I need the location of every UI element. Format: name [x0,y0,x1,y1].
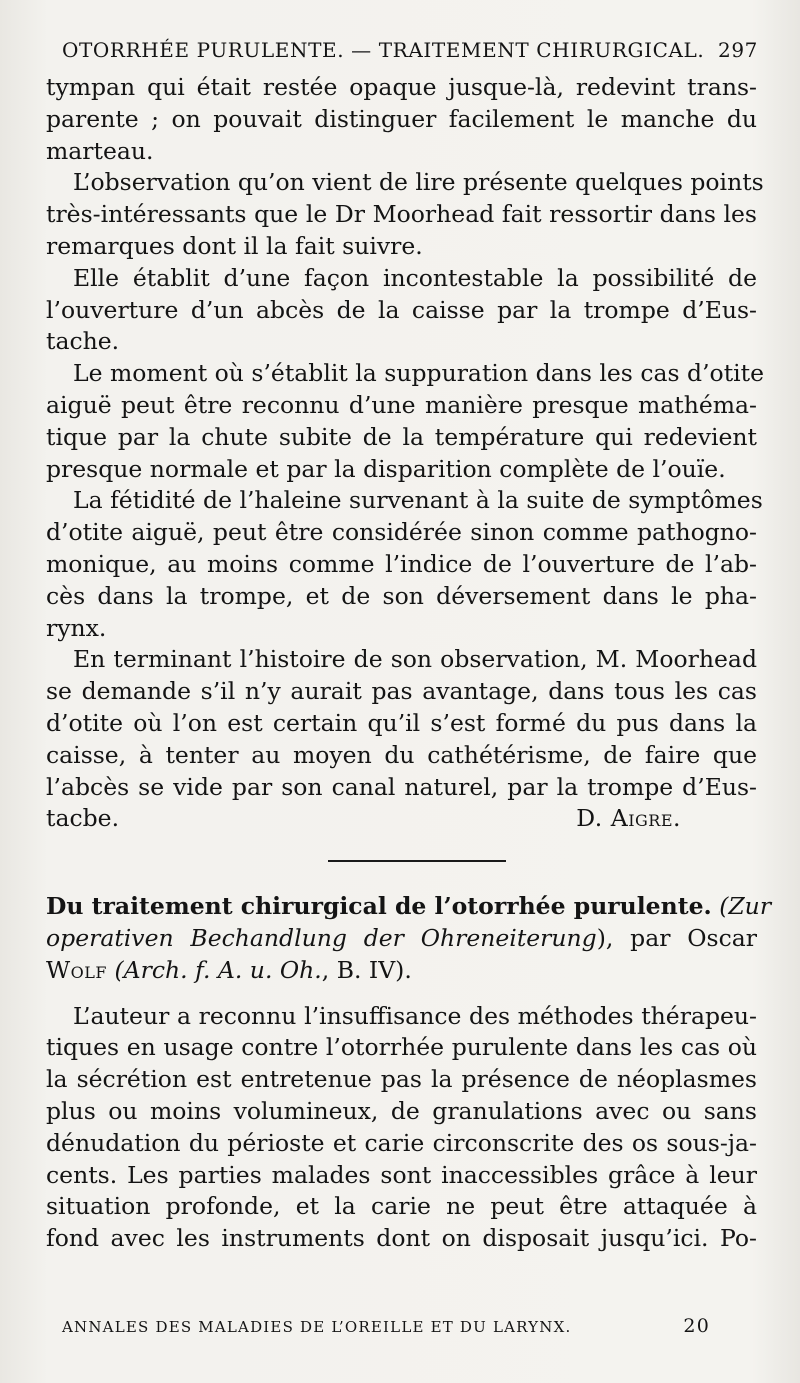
text-line: se demande s’il n’y aurait pas avantage, dans tous les cas [46,677,757,706]
text-line: tiques en usage contre l’otorrhée purulente dans les cas où [46,1033,757,1062]
text-line: tacbe. [46,804,120,833]
text-line: d’otite aiguë, peut être considérée sinon comme pathogno- [46,518,757,547]
article-original-title: operativen Bechandlung der Ohreneiterung [46,923,597,952]
article-original-title-start: (Zur [719,892,772,921]
signature-mark: 20 [683,1315,710,1337]
text-line: cents. Les parties malades sont inaccessibles grâce à leur [46,1160,757,1189]
text-line: L’observation qu’on vient de lire présente quelques points [73,168,764,197]
article-author: Wolf [46,955,107,984]
body-text [46,72,772,1255]
text-line: plus ou moins volumineux, de granulations avec ou sans [46,1096,757,1125]
running-head-title: OTORRHÉE PURULENTE. — TRAITEMENT CHIRURGICAL. [62,38,705,62]
article-moorhead-conclusion [46,72,765,835]
article-wolf-body [46,1001,757,1255]
text-line: aiguë peut être reconnu d’une manière presque mathéma- [46,390,757,419]
text-line-with-signature [46,803,757,835]
text-line: caisse, à tenter au moyen du cathétérisme, de faire que [46,740,757,769]
divider-rule [328,860,506,862]
text-line: tympan qui était restée opaque jusque-là, redevint trans- [46,73,757,101]
text-line: Elle établit d’une façon incontestable la possibilité de [73,263,757,292]
text-line: situation profonde, et la carie ne peut être attaquée à [46,1192,757,1221]
text-line: La fétidité de l’haleine survenant à la suite de symptômes [73,486,763,515]
text-line: Le moment où s’établit la suppuration dans les cas d’otite [73,359,765,388]
text-line: l’abcès se vide par son canal naturel, par la trompe d’Eus- [46,772,757,801]
text-line: marteau. [46,136,154,165]
text-line: la sécrétion est entretenue pas la présence de néoplasmes [46,1065,757,1094]
text-line: dénudation du périoste et carie circonscrite des os sous-ja- [46,1128,757,1157]
spacer [46,987,757,1001]
text-line: l’ouverture d’un abcès de la caisse par la trompe d’Eus- [46,295,757,324]
text-line: monique, au moins comme l’indice de l’ouverture de l’ab- [46,549,757,578]
text-line: tique par la chute subite de la température qui redevient [46,422,757,451]
article-byline: ), par Oscar [596,923,757,952]
text-line: En terminant l’histoire de son observation, M. Moorhead [73,645,757,674]
page-number: 297 [718,38,758,62]
article-journal: (Arch. f. A. u. Oh. [114,955,322,984]
article-title: Du traitement chirurgical de l’otorrhée purulente. [46,892,712,921]
text-line: presque normale et par la disparition complète de l’ouïe. [46,454,726,483]
text-line: L’auteur a reconnu l’insuffisance des méthodes thérapeu- [73,1001,757,1030]
footer-journal-title: ANNALES DES MALADIES DE L’OREILLE ET DU LARYNX. [62,1318,572,1336]
text-line: d’otite où l’on est certain qu’il s’est formé du pus dans la [46,708,757,737]
article-heading-line [46,923,757,955]
article-volume: , B. IV). [321,955,412,984]
text-line: remarques dont il la fait suivre. [46,231,423,260]
running-head [62,38,758,68]
text-line: cès dans la trompe, et de son déversement dans le pha- [46,581,757,610]
text-line: rynx. [46,613,107,642]
article-heading-line [46,955,757,987]
text-line: très-intéressants que le Dr Moorhead fait ressortir dans les [46,200,757,229]
text-line: tache. [46,327,120,356]
article-wolf-heading [46,891,772,986]
section-divider [46,835,757,891]
text-line: fond avec les instruments dont on disposait jusqu’ici. Po- [46,1224,757,1253]
article-heading-line [46,891,772,923]
text-line: parente ; on pouvait distinguer facilement le manche du [46,104,757,133]
author-signature: D. Aigre. [576,804,681,833]
page-footer [62,1315,710,1348]
